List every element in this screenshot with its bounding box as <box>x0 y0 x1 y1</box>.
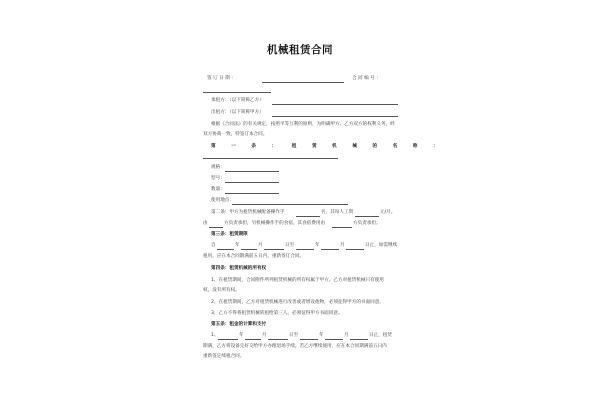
spec-blank <box>225 171 279 172</box>
lessor-blank <box>272 104 398 105</box>
article3-month2: 月 <box>340 243 345 248</box>
intro-line-1: 根据《合同法》的有关规定，按照平等互利的原则，为明确甲方、乙方双方的权利义务，经 <box>211 122 395 127</box>
intro-line-2: 双方协商一致，特签订本合同。 <box>203 132 268 137</box>
article2-line2-b: 方负责承担，另机械操作手的食宿，其食宿费用由 <box>224 221 326 226</box>
article5-month2: 月 <box>344 333 349 338</box>
article3-heading: 第三条：租赁期限 <box>211 232 248 237</box>
model-label: 型号： <box>211 176 225 181</box>
article3-year2: 年 <box>315 243 320 248</box>
article5-blank-day1 <box>268 339 288 340</box>
article2-payer-blank <box>209 227 223 228</box>
article4-heading: 第四条：租赁机械的所有权 <box>211 266 267 271</box>
lessee-blank <box>272 116 398 117</box>
article5-to: 日至 <box>289 333 299 338</box>
article2-line1-a: 第二条：甲方为租赁机械配备操作手 <box>211 210 285 215</box>
article3-blank-day2 <box>346 249 364 250</box>
article2-operators-blank <box>296 216 320 217</box>
article5-end: 日止，租赁 <box>369 333 392 338</box>
spec-label: 规格： <box>211 165 225 170</box>
article4-item1-a: 1、在租赁期间，合同附件所列租赁机械的所有权属于甲方。乙方对租赁机械只有使用 <box>211 278 384 283</box>
article4-item1-b: 权，没有所有权。 <box>203 288 240 293</box>
article4-item2: 2、在租赁期间，乙方对租赁机械进行改善或者增设他物，必须征得甲方的书面同意。 <box>211 300 384 305</box>
document-title: 机械租赁合同 <box>267 44 333 56</box>
article5-line2: 期满，乙方将设备完好交给甲方办理退场手续，若乙方继续使用，应在本合同期满前五日内 <box>203 344 387 349</box>
article3-blank-year1 <box>217 249 234 250</box>
article3-blank-year2 <box>296 249 314 250</box>
article5-blank-year1 <box>218 339 238 340</box>
article5-item1: 1、 <box>211 333 219 338</box>
article5-year2: 年 <box>319 333 324 338</box>
article2-board-blank <box>332 227 352 228</box>
article3-blank-month1 <box>241 249 257 250</box>
article2-line1-c: 元/月。 <box>380 210 396 215</box>
article3-to: 日至 <box>285 243 295 248</box>
article5-blank-year2 <box>300 339 318 340</box>
article5-line3: 重新签定续租合同。 <box>203 354 245 359</box>
article3-year1: 年 <box>235 243 240 248</box>
contract-no-label: 合 同 编 号 ： <box>352 76 381 81</box>
article5-blank-month2 <box>325 339 343 340</box>
article3-end: 日止，如需继续 <box>365 243 398 248</box>
article3-from: 自 <box>211 243 216 248</box>
place-label: 使用地点： <box>211 198 234 203</box>
article5-blank-month1 <box>245 339 261 340</box>
article1-name-blank <box>203 158 338 159</box>
sign-date-label: 签 订 日 期 ： <box>207 76 236 81</box>
article3-line2: 租用，应在本合同期满前五日内，重新签订合同。 <box>203 254 305 259</box>
article5-blank-day2 <box>350 339 368 340</box>
article2-line2-a: 由 <box>203 221 208 226</box>
lessor-line: 承租方：（以下简称乙方） <box>211 98 264 103</box>
article3-blank-month2 <box>321 249 339 250</box>
contract-no-blank <box>203 92 271 93</box>
article1-heading: 第 一 条 ： 租 赁 机 械 的 名 称 ： <box>211 144 445 149</box>
article4-item3: 3、乙方不得将租赁机械转租给第三人，必须征得甲方书面同意。 <box>211 311 343 316</box>
sign-date-blank <box>262 82 344 83</box>
lessee-line: 出租方：（以下简称甲方） <box>211 110 264 115</box>
article2-wage-blank <box>355 216 379 217</box>
article5-year1: 年 <box>239 333 244 338</box>
article2-line2-c: 方负责承担。 <box>353 221 381 226</box>
article5-heading: 第五条：租金的计算和支付 <box>211 322 267 327</box>
qty-blank <box>225 193 279 194</box>
place-blank <box>232 204 348 205</box>
article5-month1: 月 <box>262 333 267 338</box>
article3-month1: 月 <box>258 243 263 248</box>
qty-label: 数量： <box>211 187 225 192</box>
article2-line1-b: 名，其每人工资 <box>321 210 354 215</box>
model-blank <box>225 182 279 183</box>
article3-blank-day1 <box>264 249 284 250</box>
